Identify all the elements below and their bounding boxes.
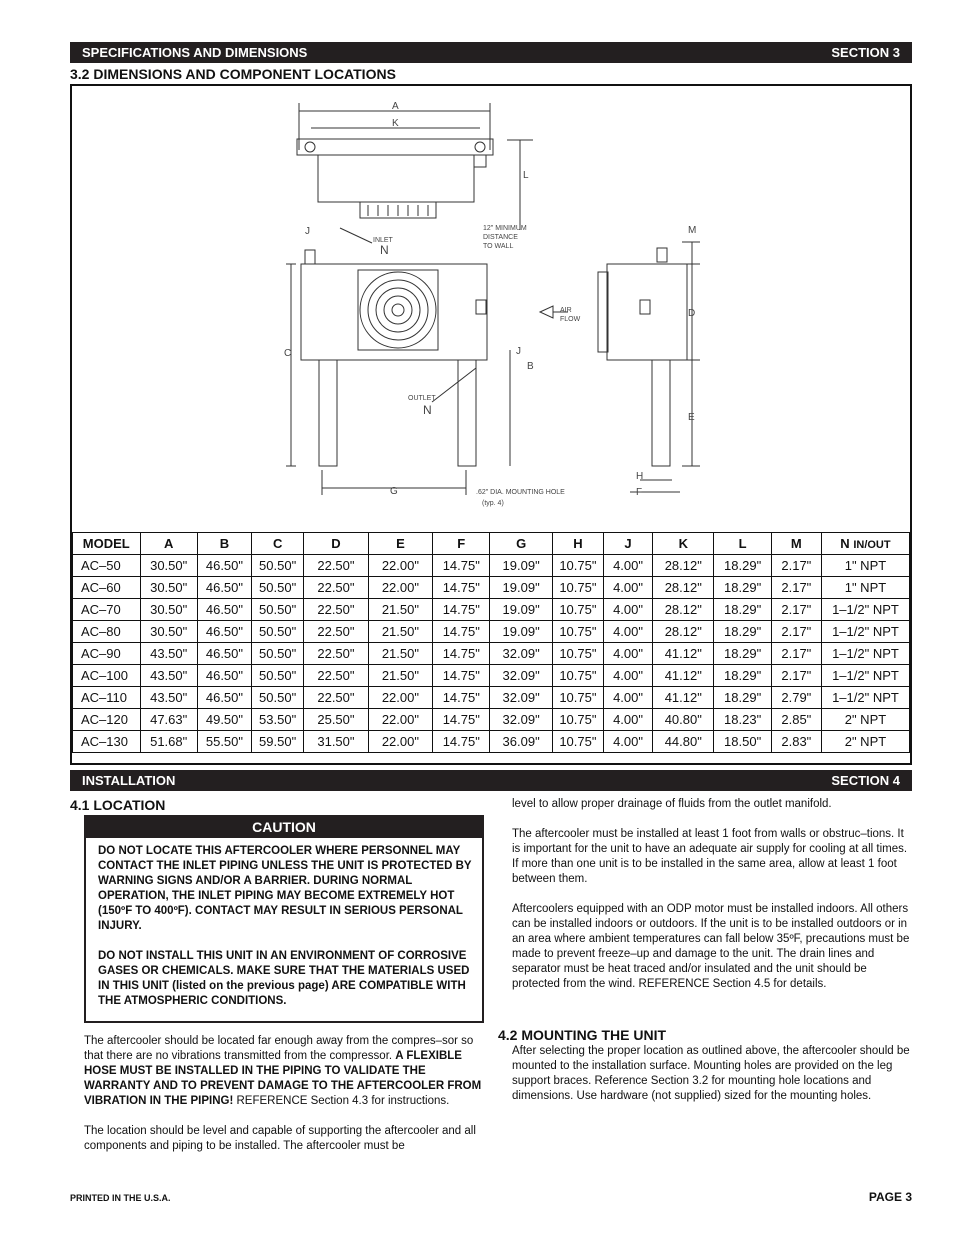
caution-box bbox=[84, 815, 484, 1023]
dimension-cell: 2.85" bbox=[771, 709, 821, 731]
table-row bbox=[73, 665, 910, 687]
table-row bbox=[73, 577, 910, 599]
dimension-cell: 46.50" bbox=[197, 687, 251, 709]
dimension-cell: 28.12" bbox=[653, 621, 714, 643]
dimension-cell: 22.00" bbox=[368, 687, 432, 709]
dimension-cell: 2.17" bbox=[771, 599, 821, 621]
dimension-cell: 46.50" bbox=[197, 599, 251, 621]
dim-label-j-front: J bbox=[305, 226, 310, 237]
location-paragraph-3: level to allow proper drainage of fluids from the outlet manifold. bbox=[512, 798, 832, 810]
dim-label-a: A bbox=[392, 101, 399, 112]
dimension-cell: 10.75" bbox=[552, 577, 603, 599]
dimension-cell: 55.50" bbox=[197, 731, 251, 753]
dimension-cell: 28.12" bbox=[653, 577, 714, 599]
min-distance-line1: 12" MINIMUM bbox=[483, 225, 527, 232]
dimension-cell: 50.50" bbox=[252, 555, 304, 577]
dimension-cell: 18.29" bbox=[714, 555, 771, 577]
mounting-text bbox=[512, 1044, 914, 1119]
table-row bbox=[73, 709, 910, 731]
dimension-cell: 50.50" bbox=[252, 643, 304, 665]
dimension-cell: 22.50" bbox=[304, 599, 368, 621]
dimension-cell: 28.12" bbox=[653, 555, 714, 577]
dimension-cell: 4.00" bbox=[603, 643, 652, 665]
dimension-cell: 1–1/2" NPT bbox=[821, 599, 909, 621]
dimension-cell: 14.75" bbox=[433, 599, 490, 621]
dim-label-b: B bbox=[527, 361, 534, 372]
air-flow-line2: FLOW bbox=[560, 316, 581, 323]
section-4-bar bbox=[70, 770, 912, 791]
dimension-cell: 46.50" bbox=[197, 621, 251, 643]
dimension-cell: 32.09" bbox=[490, 709, 552, 731]
dim-label-j-right: J bbox=[516, 346, 521, 357]
table-row bbox=[73, 621, 910, 643]
dimension-cell: 10.75" bbox=[552, 599, 603, 621]
dimension-cell: 2.79" bbox=[771, 687, 821, 709]
header-model: MODEL bbox=[73, 533, 141, 555]
dimension-cell: 43.50" bbox=[140, 665, 197, 687]
dimensions-table bbox=[72, 532, 910, 753]
dimension-cell: 1–1/2" NPT bbox=[821, 643, 909, 665]
dimension-drawing bbox=[0, 0, 954, 540]
dimension-cell: 4.00" bbox=[603, 731, 652, 753]
dimension-cell: 46.50" bbox=[197, 577, 251, 599]
dim-label-d: D bbox=[688, 308, 696, 319]
dimension-cell: 22.50" bbox=[304, 577, 368, 599]
dimension-cell: 46.50" bbox=[197, 643, 251, 665]
dimension-cell: 32.09" bbox=[490, 643, 552, 665]
dimension-cell: 41.12" bbox=[653, 687, 714, 709]
model-cell: AC–80 bbox=[73, 621, 141, 643]
dimension-cell: 1–1/2" NPT bbox=[821, 665, 909, 687]
dimension-cell: 2.17" bbox=[771, 577, 821, 599]
dimension-cell: 10.75" bbox=[552, 709, 603, 731]
model-cell: AC–90 bbox=[73, 643, 141, 665]
dimension-cell: 14.75" bbox=[433, 577, 490, 599]
model-cell: AC–130 bbox=[73, 731, 141, 753]
dimension-cell: 59.50" bbox=[252, 731, 304, 753]
caution-paragraph-1: DO NOT LOCATE THIS AFTERCOOLER WHERE PERSONNEL MAY CONTACT THE INLET PIPING UNLESS THE UNIT IS PROTECTED BY WARNING SIGNS AND/OR A BARRIER. DURING NORMAL OPERATION, THE INLET PIPING MAY BECOME EXTREMELY HOT (150ºF TO 400ºF). CONTACT MAY RESULT IN SERIOUS PERSONAL INJURY. bbox=[98, 845, 472, 932]
model-cell: AC–50 bbox=[73, 555, 141, 577]
header-n-sub: IN/OUT bbox=[853, 539, 891, 551]
table-row bbox=[73, 555, 910, 577]
dimension-cell: 22.50" bbox=[304, 621, 368, 643]
dimension-cell: 14.75" bbox=[433, 687, 490, 709]
air-flow-line1: AIR bbox=[560, 307, 572, 314]
header-g: G bbox=[490, 533, 552, 555]
model-cell: AC–70 bbox=[73, 599, 141, 621]
dimension-cell: 50.50" bbox=[252, 621, 304, 643]
location-paragraph-1 bbox=[84, 1034, 486, 1109]
outlet-n-label: N bbox=[423, 403, 432, 417]
dimension-cell: 43.50" bbox=[140, 687, 197, 709]
footer-page-number: PAGE 3 bbox=[868, 1190, 912, 1204]
dim-label-f: F bbox=[636, 487, 643, 498]
dimension-cell: 14.75" bbox=[433, 555, 490, 577]
dimension-cell: 22.00" bbox=[368, 731, 432, 753]
dimension-cell: 19.09" bbox=[490, 599, 552, 621]
left-column-text bbox=[84, 1034, 486, 1169]
dimension-cell: 10.75" bbox=[552, 687, 603, 709]
dimension-cell: 21.50" bbox=[368, 621, 432, 643]
dimension-cell: 10.75" bbox=[552, 731, 603, 753]
location-paragraph-2: The location should be level and capable of supporting the aftercooler and all components and piping to be installed. The aftercooler must be bbox=[84, 1125, 476, 1152]
dimension-cell: 25.50" bbox=[304, 709, 368, 731]
dimension-cell: 2.83" bbox=[771, 731, 821, 753]
dimension-cell: 32.09" bbox=[490, 665, 552, 687]
dimension-cell: 18.29" bbox=[714, 687, 771, 709]
dimension-cell: 18.29" bbox=[714, 577, 771, 599]
dimension-cell: 4.00" bbox=[603, 577, 652, 599]
caution-title: CAUTION bbox=[86, 817, 482, 838]
dimension-cell: 19.09" bbox=[490, 577, 552, 599]
dimension-cell: 2.17" bbox=[771, 621, 821, 643]
mounting-hole-line1: .62" DIA. MOUNTING HOLE bbox=[476, 489, 565, 496]
dimension-cell: 2.17" bbox=[771, 555, 821, 577]
header-e: E bbox=[368, 533, 432, 555]
header-k: K bbox=[653, 533, 714, 555]
dimension-cell: 41.12" bbox=[653, 665, 714, 687]
header-d: D bbox=[304, 533, 368, 555]
dimension-cell: 14.75" bbox=[433, 621, 490, 643]
dimension-cell: 14.75" bbox=[433, 665, 490, 687]
dimension-cell: 4.00" bbox=[603, 621, 652, 643]
section-3-number: SECTION 3 bbox=[831, 45, 900, 60]
dimension-cell: 22.00" bbox=[368, 577, 432, 599]
dimension-cell: 10.75" bbox=[552, 555, 603, 577]
dimension-cell: 18.29" bbox=[714, 599, 771, 621]
dimension-cell: 18.29" bbox=[714, 621, 771, 643]
header-h: H bbox=[552, 533, 603, 555]
header-n bbox=[821, 533, 909, 555]
dimension-cell: 43.50" bbox=[140, 643, 197, 665]
dimension-cell: 10.75" bbox=[552, 621, 603, 643]
dimension-cell: 50.50" bbox=[252, 577, 304, 599]
dimension-cell: 2" NPT bbox=[821, 709, 909, 731]
location-paragraph-5: Aftercoolers equipped with an ODP motor must be installed indoors. All others can be installed indoors or outdoors. If the unit is to be installed outdoors or in an area where ambient temperatures can fall below 35ºF, precautions must be made to prevent freeze–up and damage to the unit. The drain lines and separator must be heat traced and/or insulated and the unit should be protected from the wind. REFERENCE Section 4.5 for details. bbox=[512, 903, 910, 990]
dimension-cell: 21.50" bbox=[368, 665, 432, 687]
dimension-cell: 14.75" bbox=[433, 643, 490, 665]
dimension-cell: 53.50" bbox=[252, 709, 304, 731]
dim-label-h: H bbox=[636, 471, 644, 482]
dimension-cell: 50.50" bbox=[252, 665, 304, 687]
dim-label-k: K bbox=[392, 118, 399, 129]
dimension-cell: 18.29" bbox=[714, 643, 771, 665]
dimension-cell: 28.12" bbox=[653, 599, 714, 621]
mounting-hole-line2: (typ. 4) bbox=[482, 500, 504, 507]
dimension-cell: 30.50" bbox=[140, 621, 197, 643]
min-distance-line2: DISTANCE bbox=[483, 234, 518, 241]
dimension-cell: 14.75" bbox=[433, 731, 490, 753]
dimension-cell: 46.50" bbox=[197, 555, 251, 577]
dimension-cell: 1–1/2" NPT bbox=[821, 621, 909, 643]
dimension-cell: 2.17" bbox=[771, 665, 821, 687]
model-cell: AC–60 bbox=[73, 577, 141, 599]
dimension-cell: 14.75" bbox=[433, 709, 490, 731]
dimension-cell: 19.09" bbox=[490, 555, 552, 577]
dim-label-c: C bbox=[284, 348, 292, 359]
min-distance-line3: TO WALL bbox=[483, 243, 514, 250]
dimension-cell: 19.09" bbox=[490, 621, 552, 643]
header-a: A bbox=[140, 533, 197, 555]
inlet-label: INLET bbox=[373, 237, 393, 244]
dimension-cell: 1" NPT bbox=[821, 577, 909, 599]
header-f: F bbox=[433, 533, 490, 555]
table-row bbox=[73, 599, 910, 621]
location-p1-warning: A FLEXIBLE HOSE MUST BE INSTALLED IN THE PIPING TO VALIDATE THE WARRANTY AND TO PREVENT DAMAGE TO THE AFTERCOOLER FROM VIBRATION IN THE PIPING! bbox=[84, 1050, 482, 1107]
dimension-cell: 10.75" bbox=[552, 643, 603, 665]
dimension-cell: 50.50" bbox=[252, 687, 304, 709]
dim-label-l: L bbox=[523, 170, 529, 181]
dimension-cell: 22.50" bbox=[304, 555, 368, 577]
right-column-text bbox=[512, 797, 914, 1007]
mounting-paragraph: After selecting the proper location as outlined above, the aftercooler should be mounted to the installation surface. Mounting holes are provided on the leg support braces. Reference Section 3.2 for mounting hole locations and dimensions. Use hardware (not supplied) sized for the mounting holes. bbox=[512, 1045, 910, 1102]
dimension-cell: 44.80" bbox=[653, 731, 714, 753]
dimension-cell: 22.00" bbox=[368, 555, 432, 577]
table-row bbox=[73, 731, 910, 753]
dimension-cell: 50.50" bbox=[252, 599, 304, 621]
header-j: J bbox=[603, 533, 652, 555]
dimension-cell: 4.00" bbox=[603, 555, 652, 577]
table-header-row bbox=[73, 533, 910, 555]
dimension-cell: 22.50" bbox=[304, 643, 368, 665]
section-4-title: INSTALLATION bbox=[82, 773, 176, 788]
dimension-cell: 21.50" bbox=[368, 599, 432, 621]
dimension-cell: 30.50" bbox=[140, 577, 197, 599]
outlet-label: OUTLET bbox=[408, 395, 436, 402]
location-paragraph-4: The aftercooler must be installed at least 1 foot from walls or obstruc–tions. It is important for the unit to have an adequate air supply for cooling at all times. If more than one unit is to be installed in the same area, allow at least 1 foot between them. bbox=[512, 828, 908, 885]
dimension-cell: 22.50" bbox=[304, 687, 368, 709]
dimension-cell: 4.00" bbox=[603, 687, 652, 709]
dimension-cell: 18.29" bbox=[714, 665, 771, 687]
heading-3-2: 3.2 DIMENSIONS AND COMPONENT LOCATIONS bbox=[70, 66, 396, 82]
dimension-cell: 2" NPT bbox=[821, 731, 909, 753]
dimension-cell: 51.68" bbox=[140, 731, 197, 753]
dimension-cell: 47.63" bbox=[140, 709, 197, 731]
model-cell: AC–100 bbox=[73, 665, 141, 687]
heading-4-1: 4.1 LOCATION bbox=[70, 797, 166, 813]
location-p1-end: REFERENCE Section 4.3 for instructions. bbox=[233, 1095, 450, 1107]
dimension-cell: 49.50" bbox=[197, 709, 251, 731]
dimension-cell: 1–1/2" NPT bbox=[821, 687, 909, 709]
dimension-cell: 18.50" bbox=[714, 731, 771, 753]
section-3-title: SPECIFICATIONS AND DIMENSIONS bbox=[82, 45, 308, 60]
caution-paragraph-2: DO NOT INSTALL THIS UNIT IN AN ENVIRONMENT OF CORROSIVE GASES OR CHEMICALS. MAKE SURE THAT THE MATERIALS USED IN THIS UNIT (listed on the previous page) ARE COMPATIBLE WITH THE ATMOSPHERIC CONDITIONS. bbox=[98, 950, 470, 1007]
model-cell: AC–120 bbox=[73, 709, 141, 731]
heading-4-2: 4.2 MOUNTING THE UNIT bbox=[498, 1027, 667, 1043]
dimension-cell: 2.17" bbox=[771, 643, 821, 665]
dimension-cell: 22.00" bbox=[368, 709, 432, 731]
header-m: M bbox=[771, 533, 821, 555]
inlet-n-label: N bbox=[380, 243, 389, 257]
dimension-cell: 30.50" bbox=[140, 555, 197, 577]
dimension-cell: 10.75" bbox=[552, 665, 603, 687]
dim-label-m: M bbox=[688, 225, 697, 236]
header-l: L bbox=[714, 533, 771, 555]
model-cell: AC–110 bbox=[73, 687, 141, 709]
footer-printed: PRINTED IN THE U.S.A. bbox=[70, 1193, 171, 1203]
header-b: B bbox=[197, 533, 251, 555]
dimension-cell: 31.50" bbox=[304, 731, 368, 753]
dimension-cell: 41.12" bbox=[653, 643, 714, 665]
section-4-number: SECTION 4 bbox=[831, 773, 900, 788]
dimension-cell: 30.50" bbox=[140, 599, 197, 621]
dimension-cell: 4.00" bbox=[603, 599, 652, 621]
header-n-letter: N bbox=[840, 536, 850, 551]
location-p1-start: The aftercooler should be located far enough away from the compres–sor so that there are no vibrations transmitted from the compressor. bbox=[84, 1035, 474, 1062]
dimension-cell: 21.50" bbox=[368, 643, 432, 665]
header-c: C bbox=[252, 533, 304, 555]
dimension-cell: 36.09" bbox=[490, 731, 552, 753]
dimension-cell: 32.09" bbox=[490, 687, 552, 709]
dimension-cell: 4.00" bbox=[603, 665, 652, 687]
dimension-cell: 1" NPT bbox=[821, 555, 909, 577]
dimension-cell: 22.50" bbox=[304, 665, 368, 687]
dimension-cell: 40.80" bbox=[653, 709, 714, 731]
table-row bbox=[73, 687, 910, 709]
dimension-cell: 46.50" bbox=[197, 665, 251, 687]
dim-label-g: G bbox=[390, 486, 398, 497]
dimension-cell: 18.23" bbox=[714, 709, 771, 731]
dimension-cell: 4.00" bbox=[603, 709, 652, 731]
table-row bbox=[73, 643, 910, 665]
dim-label-e: E bbox=[688, 412, 695, 423]
